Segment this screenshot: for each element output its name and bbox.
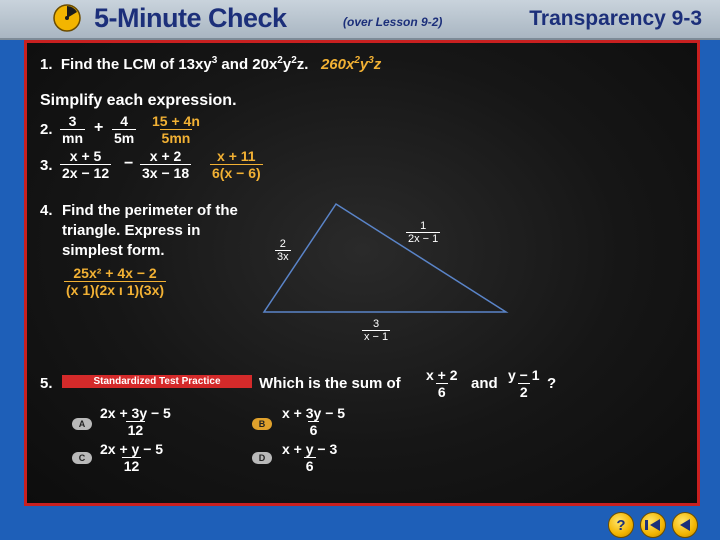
q1-text: z. — [296, 56, 309, 73]
denominator: 12 — [123, 458, 140, 474]
denominator: mn — [62, 130, 83, 146]
choice-b-badge[interactable]: B — [252, 418, 272, 430]
numerator: 2 — [279, 238, 286, 250]
choice-a-badge[interactable]: A — [72, 418, 92, 430]
exponent: 3 — [368, 55, 374, 66]
q5-fraction-2 — [506, 367, 542, 400]
choice-d-badge[interactable]: D — [252, 452, 272, 464]
numerator: x + 3y − 5 — [282, 405, 346, 421]
denominator: 3x — [277, 251, 289, 263]
answer-part: z — [373, 56, 382, 73]
numerator: x + 11 — [217, 148, 256, 164]
q1-text: Find the LCM of 13xy — [60, 56, 212, 73]
sound-back-button[interactable] — [640, 512, 666, 538]
help-button[interactable] — [608, 512, 634, 538]
question-number: 1. — [40, 56, 53, 73]
triangle-side-right-label — [406, 220, 440, 245]
denominator: 6 — [305, 458, 314, 474]
numerator: 3 — [373, 318, 380, 330]
header-subtitle: (over Lesson 9-2) — [343, 15, 443, 29]
triangle-side-bottom-label — [362, 318, 390, 343]
denominator: 6 — [437, 384, 446, 400]
question-number: 2. — [40, 121, 53, 138]
question-number: 5. — [40, 375, 53, 392]
q5-question-mark: ? — [547, 375, 557, 392]
answer-part: y — [359, 56, 369, 73]
header-title: 5-Minute Check — [94, 3, 287, 33]
denominator: 6(x − 6) — [212, 165, 261, 181]
numerator: 2x + y − 5 — [100, 441, 164, 457]
numerator: x + 5 — [69, 148, 102, 164]
exponent: 2 — [354, 55, 360, 66]
question-number: 4. — [40, 202, 53, 219]
exponent: 3 — [211, 55, 218, 66]
q5-and: and — [471, 375, 498, 392]
answer-part: 260x — [320, 56, 355, 73]
denominator: (x 1)(2x ı 1)(3x) — [66, 282, 165, 298]
denominator: 2x − 1 — [408, 233, 439, 245]
denominator: 5m — [114, 130, 135, 146]
choice-d[interactable] — [280, 441, 339, 474]
triangle-shape — [264, 204, 506, 312]
denominator: 5mn — [161, 130, 191, 146]
q5-text: Which is the sum of — [259, 375, 401, 392]
denominator: 6 — [309, 422, 318, 438]
choice-c[interactable] — [98, 441, 165, 474]
exponent: 2 — [277, 55, 283, 66]
q4-text-line-2: triangle. Express in — [62, 222, 201, 239]
denominator: 2x − 12 — [62, 165, 110, 181]
help-icon: ? — [616, 516, 626, 534]
numerator: 3 — [68, 113, 77, 129]
numerator: x + y − 3 — [282, 441, 338, 457]
q5-fraction-1 — [424, 367, 460, 400]
transparency-label: Transparency 9-3 — [529, 7, 702, 30]
numerator: 4 — [120, 113, 129, 129]
triangle-side-left-label — [275, 238, 291, 263]
back-icon — [678, 518, 692, 532]
numerator: 1 — [420, 220, 427, 232]
question-number: 3. — [40, 157, 53, 174]
plus-operator: + — [94, 119, 104, 136]
choice-b[interactable] — [280, 405, 347, 438]
minus-operator: − — [124, 155, 134, 172]
q4-text-line-1: Find the perimeter of the — [62, 202, 238, 219]
q4-text-line-3: simplest form. — [62, 242, 165, 259]
standardized-test-badge: Standardized Test Practice — [62, 375, 252, 388]
denominator: 3x − 18 — [142, 165, 190, 181]
denominator: 12 — [127, 422, 144, 438]
back-button[interactable] — [672, 512, 698, 538]
q1-text: y — [282, 56, 292, 73]
numerator: 2x + 3y − 5 — [100, 405, 171, 421]
numerator: x + 2 — [149, 148, 182, 164]
simplify-heading: Simplify each expression. — [40, 92, 237, 109]
exponent: 2 — [291, 55, 297, 66]
numerator: 25x² + 4x − 2 — [73, 265, 157, 281]
denominator: 2 — [519, 384, 528, 400]
choice-c-badge[interactable]: C — [72, 452, 92, 464]
denominator: x − 1 — [364, 331, 389, 343]
sound-back-icon — [645, 518, 661, 532]
numerator: 15 + 4n — [152, 113, 200, 129]
numerator: y − 1 — [508, 367, 540, 383]
choice-a[interactable] — [98, 405, 173, 438]
numerator: x + 2 — [426, 367, 458, 383]
q1-text: and 20x — [217, 56, 278, 73]
